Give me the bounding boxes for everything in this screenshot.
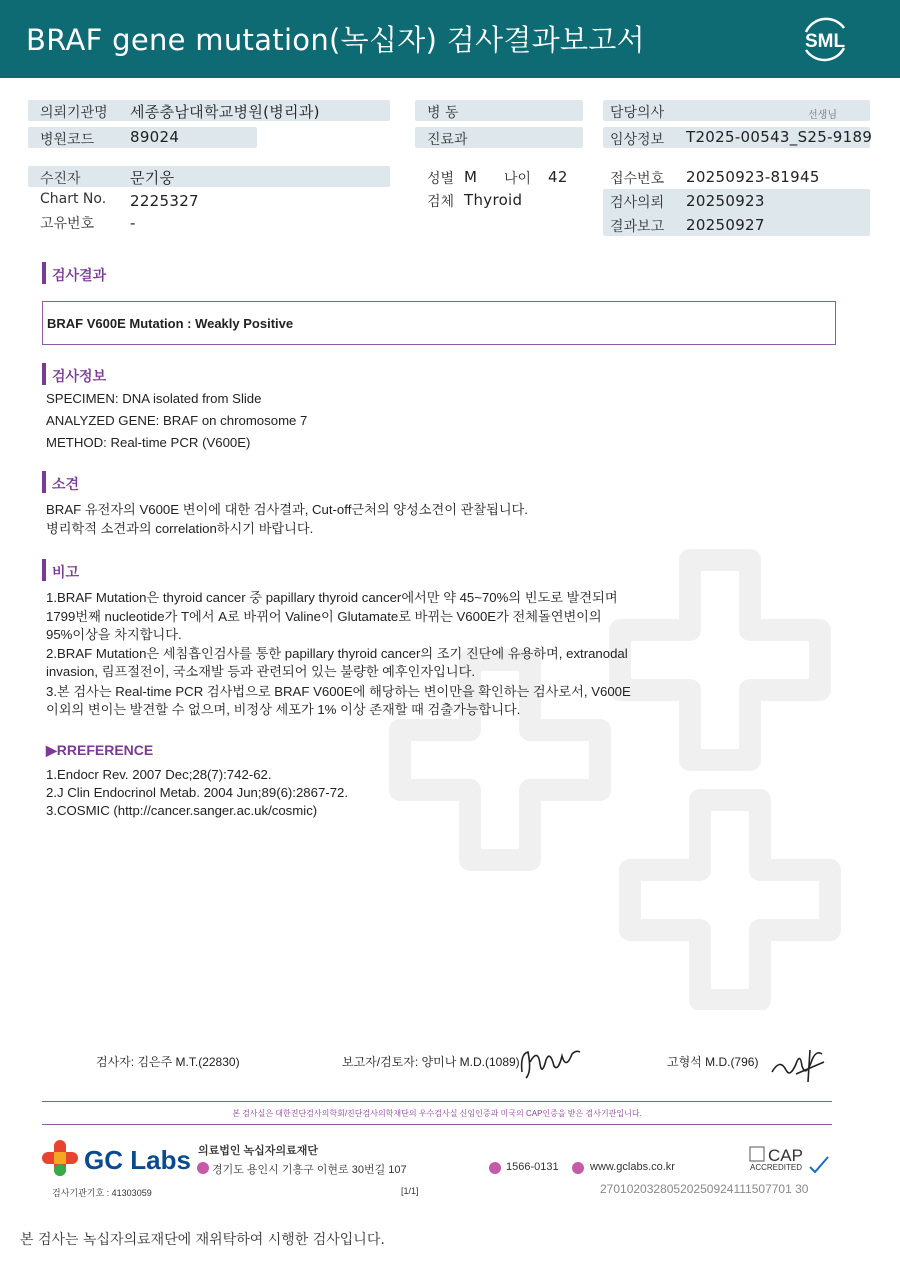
result-text: BRAF V600E Mutation : Weakly Positive <box>47 316 294 331</box>
patient-value: 문기웅 <box>130 169 175 187</box>
result-box <box>42 301 836 345</box>
remark-line: 95%이상을 차지합니다. <box>46 627 182 642</box>
remark-line: 3.본 검사는 Real-time PCR 검사법으로 BRAF V600E에 해당하는 변이만을 확인하는 검사로서, V600E <box>46 684 631 699</box>
opinion-line: 병리학적 소견과의 correlation하시기 바랍니다. <box>46 521 314 536</box>
remark-line: 이외의 변이는 발견할 수 없으며, 비정상 세포가 1% 이상 존재할 때 검출가능합니다. <box>46 702 521 717</box>
location-icon <box>197 1162 209 1174</box>
hospital-code-value: 89024 <box>130 128 180 146</box>
unique-label: 고유번호 <box>40 216 95 232</box>
opinion-section-bar <box>42 471 46 493</box>
reference-line: 1.Endocr Rev. 2007 Dec;28(7):742-62. <box>46 767 272 782</box>
org-website: www.gclabs.co.kr <box>590 1161 675 1173</box>
remark-section-title: 비고 <box>52 564 80 580</box>
cap-accredited-logo-icon <box>748 1143 832 1177</box>
opinion-section-title: 소견 <box>52 476 80 492</box>
remark-line: 1.BRAF Mutation은 thyroid cancer 중 papillary thyroid cancer에서만 약 45~70%의 빈도로 발견되며 <box>46 590 618 605</box>
age-value: 42 <box>548 168 568 186</box>
remark-section-bar <box>42 559 46 581</box>
report-title: BRAF gene mutation(녹십자) 검사결과보고서 <box>26 23 645 57</box>
gc-labs-logo-icon <box>42 1138 192 1178</box>
dept-label: 진료과 <box>427 132 468 148</box>
hospital-code-label: 병원코드 <box>40 132 95 148</box>
report-date-value: 20250927 <box>686 216 765 234</box>
remark-line: 2.BRAF Mutation은 세침흡인검사를 통한 papillary thyroid cancer의 조기 진단에 유용하며, extranodal <box>46 646 628 661</box>
remark-line: 1799번째 nucleotide가 T에서 A로 바뀌어 Valine이 Glutamate로 바뀌는 V600E가 전체돌연변이의 <box>46 609 602 624</box>
chart-label: Chart No. <box>40 191 107 207</box>
report-date-label: 결과보고 <box>610 219 665 235</box>
info-line: ANALYZED GENE: BRAF on chromosome 7 <box>46 413 308 428</box>
request-org-value: 세종충남대학교병원(병리과) <box>130 103 320 121</box>
home-icon <box>572 1162 584 1174</box>
certification-text: 본 검사실은 대한진단검사의학회/진단검사의학재단의 우수검사실 신임인증과 미국의 CAP인증을 받은 검사기관입니다. <box>232 1109 642 1118</box>
request-date-label: 검사의뢰 <box>610 195 665 211</box>
footer-rule-bottom <box>42 1124 832 1125</box>
remark-line: invasion, 림프절전이, 국소재발 등과 관련되어 있는 불량한 예후인자입니다. <box>46 664 475 679</box>
info-line: SPECIMEN: DNA isolated from Slide <box>46 391 262 406</box>
reference-title: ▶RREFERENCE <box>46 742 154 758</box>
svg-text:SML: SML <box>804 31 846 52</box>
org-name: 의료법인 녹십자의료재단 <box>198 1145 318 1157</box>
report-header <box>0 0 900 78</box>
receipt-value: 20250923-81945 <box>686 168 820 186</box>
ward-label: 병 동 <box>427 105 459 121</box>
specimen-label: 검체 <box>427 194 455 210</box>
clinical-value: T2025-00543_S25-9189 <box>686 128 873 146</box>
svg-text:ACCREDITED: ACCREDITED <box>750 1163 803 1172</box>
svg-text:GC Labs: GC Labs <box>84 1145 191 1175</box>
clinical-label: 임상정보 <box>610 132 665 148</box>
org-phone: 1566-0131 <box>506 1161 559 1173</box>
sex-label: 성별 <box>427 171 455 187</box>
svg-text:CAP: CAP <box>768 1146 803 1165</box>
request-date-value: 20250923 <box>686 192 765 210</box>
reviewer-signature-icon <box>516 1042 586 1084</box>
reference-line: 3.COSMIC (http://cancer.sanger.ac.uk/cosmic) <box>46 803 318 818</box>
reviewer-signature: 보고자/검토자: 양미나 M.D.(1089) <box>342 1055 520 1069</box>
sex-value: M <box>464 168 478 186</box>
sml-logo-icon <box>796 12 854 66</box>
institution-code: 검사기관기호 : 41303059 <box>52 1188 152 1198</box>
barcode-number: 27010203280520250924111507701 30 <box>600 1182 809 1196</box>
doctor-label: 담당의사 <box>610 105 665 121</box>
result-section-bar <box>42 262 46 284</box>
outsourcing-note: 본 검사는 녹십자의료재단에 재위탁하여 시행한 검사입니다. <box>20 1232 385 1248</box>
receipt-label: 접수번호 <box>610 171 665 187</box>
chart-value: 2225327 <box>130 192 199 210</box>
result-section-title: 검사결과 <box>52 267 107 283</box>
director-signature-icon <box>766 1046 830 1084</box>
org-address: 경기도 용인시 기흥구 이현로 30번길 107 <box>212 1164 407 1176</box>
director-signature: 고형석 M.D.(796) <box>667 1055 759 1069</box>
info-section-title: 검사정보 <box>52 368 107 384</box>
opinion-line: BRAF 유전자의 V600E 변이에 대한 검사결과, Cut-off근처의 양성소견이 관찰됩니다. <box>46 502 528 517</box>
footer-rule-top <box>42 1101 832 1102</box>
patient-label: 수진자 <box>40 171 81 187</box>
info-section-bar <box>42 363 46 385</box>
age-label: 나이 <box>504 171 532 187</box>
doctor-suffix: 선생님 <box>808 110 837 121</box>
phone-icon <box>489 1162 501 1174</box>
request-org-label: 의뢰기관명 <box>40 105 108 121</box>
page-number: [1/1] <box>401 1186 419 1196</box>
tester-signature: 검사자: 김은주 M.T.(22830) <box>96 1055 240 1069</box>
unique-value: - <box>130 214 136 232</box>
patient-cell <box>28 166 390 187</box>
info-line: METHOD: Real-time PCR (V600E) <box>46 435 251 450</box>
reference-line: 2.J Clin Endocrinol Metab. 2004 Jun;89(6):2867-72. <box>46 785 349 800</box>
specimen-value: Thyroid <box>464 191 523 209</box>
